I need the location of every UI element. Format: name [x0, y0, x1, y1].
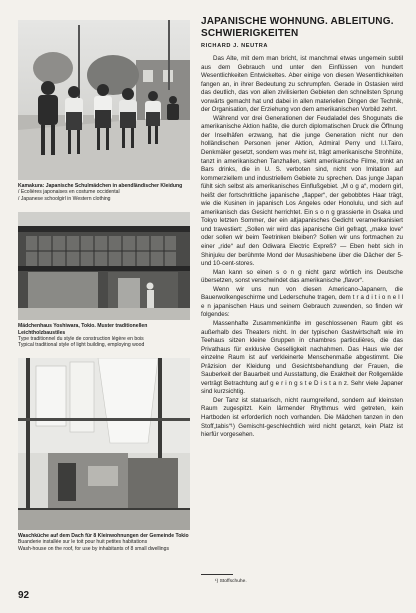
footnote: ¹) Stoffschuhe. — [215, 579, 247, 584]
figure-washhouse — [18, 358, 190, 552]
paragraph: Während vor drei Generationen der Feudaladel des Shogunats die amerikanische Aktion haßte, die durch diplomatischen Druck die Öffnung der Inselhäfen erzwang, hat die junge Generation nicht nur den holländischen Personen jener Aktion, Admiral Perry und I.I.Tairo, Denkmäler gesetzt, sondern was mehr ist, trägt amerikanische Strohhüte, tanzt in amerikanischen Tanzhallen, sieht amerikanische Filme, trinkt an Bars drinks, die in U. S. verboten sind, nicht von Imitation auf kommerziellem und industriellem Gebiete zu sprechen. Das junge Japan fühlt sich selbst als amerikanisches Einflußgebiet. „M o g a“, modern girl, heißt der fortschrittliche japanische „flapper“, der gebobbtes Haar trägt, wie die Kusinen in japanisch Los Angeles oder Honolulu, und sich auf amerikanisch das Gesicht herrichtet. Ein s o n g grassierte in Osaka und Tokyo letzten Sommer, der ein altjapanisches Gedicht veramerikanisiert und travestiert: „Sollen wir wird das japanische Girl gefragt, „make love“ oder sollen wir beim Teetrinken bleiben? Sollen wir uns fortmachen zu einer „ride“ auf den Odiwara Electric Expreß? — Eben hebt sich in Shinjuku der berühmte Mond der Musashiebene über die Dächer der 5- und 10-cent-stores. — [201, 114, 403, 268]
paragraph: Massenhafte Zusammenkünfte im geschlossenen Raum gibt es außerhalb des Theaters nicht. In der typischen Gastwirtschaft wie im Teehaus sitzen kleine Gruppen in chambres particulières, die das Privathaus für exklusive Geselligkeit nachahmen. Das Haus wie der einzelne Raum ist auf verkleinerte Menschenmaße abgestimmt. Die Präzision der Kleidung und Gesichtsbehandlung der Frauen, die Sauberkeit der Bauarbeit und Ausstattung, die Exaktheit der Rollgemälde verträgt Betrachtung auf g e r i n g s t e D i s t a n z. Sehr viele Japaner sind kurzsichtig. — [201, 319, 403, 396]
yoshiwara-house-photo — [18, 212, 190, 320]
figure-caption — [18, 183, 190, 202]
caption-french: Buanderie installée sur le toit pour huit petites habitations — [18, 539, 148, 546]
figure-caption — [18, 323, 190, 349]
article-title-line1: JAPANISCHE WOHNUNG. ABLEITUNG. — [201, 16, 394, 27]
rooftop-washhouse-photo — [18, 358, 190, 530]
schoolgirls-photo — [18, 20, 190, 180]
paragraph: Der Tanz ist statuarisch, nicht raumgreifend, sondern auf kleinsten Raum zugespitzt. Kein lärmender Rhythmus wird getreten, kein Hartboden ist erforderlich noch vorhanden. Die Mädchen tanzen in den Stoff„tabis“¹) Gemischt-geschlechtlich wird nicht getanzt, kein Platz ist hierfür vorgesehen. — [201, 396, 403, 439]
caption-title: Kamakura: Japanische Schulmädchen in abendländischer Kleidung — [18, 183, 183, 189]
caption-french: / Ecolières japonaises en costume occidental — [18, 189, 120, 196]
caption-title: Mädchenhaus Yoshiwara, Tokio. Muster traditionellen Leichtholzbaustiles — [18, 323, 148, 336]
figure-column — [18, 20, 190, 552]
article-body — [201, 55, 403, 440]
figure-yoshiwara — [18, 212, 190, 349]
paragraph: Man kann so einen s o n g nicht ganz wörtlich ins Deutsche übersetzen, sonst verschwindet das amerikanische „flavor“. — [201, 268, 403, 285]
paragraph: Wenn wir uns nun von diesen Americano-Japanern, die Bauerwolkengeschirme und Lederschuhe tragen, dem t r a d i t i o n e l l e n japanischen Haus und seinem Gebrauch zuwenden, so finden wir folgendes: — [201, 285, 403, 319]
article-column — [201, 16, 403, 440]
caption-french: Type traditionnel du style de construction légère en bois — [18, 336, 144, 343]
article-title — [201, 16, 403, 39]
figure-caption — [18, 533, 190, 552]
paragraph: Das Alte, mit dem man bricht, ist manchmal etwas ungemein subtil aus dem Gebrauch und unter den Einflüssen von hundert Wesentlichkeiten Entwickeltes. Aber einige von diesen Wesentlichkeiten fangen an, in ihrer Bedeutung zu schrumpfen. Gerade in Ostasien wird das deutlich, das von allen zivilisierten Gebieten den schnellsten Sprung vorwärts gemacht hat und dabei in allen materiellen Dingen der Technik, der Organisation, der Erziehung von dem amerikanischen Vorbild zehrt. — [201, 55, 403, 114]
caption-english: / Japanese schoolgirl in Western clothing — [18, 195, 111, 202]
article-author: RICHARD J. NEUTRA — [201, 43, 269, 49]
caption-english: Wash-house on the roof, for use by inhabitants of 8 small dwellings — [18, 545, 170, 552]
caption-english: Typical traditional style of light building, employing wood — [18, 342, 145, 349]
article-title-line2: SCHWIERIGKEITEN — [201, 27, 299, 39]
figure-schoolgirls — [18, 20, 190, 202]
footnote-divider — [201, 574, 233, 575]
caption-title: Waschküche auf dem Dach für 8 Kleinwohnungen der Gemeinde Tokio — [18, 532, 189, 539]
page-number: 92 — [18, 590, 30, 601]
